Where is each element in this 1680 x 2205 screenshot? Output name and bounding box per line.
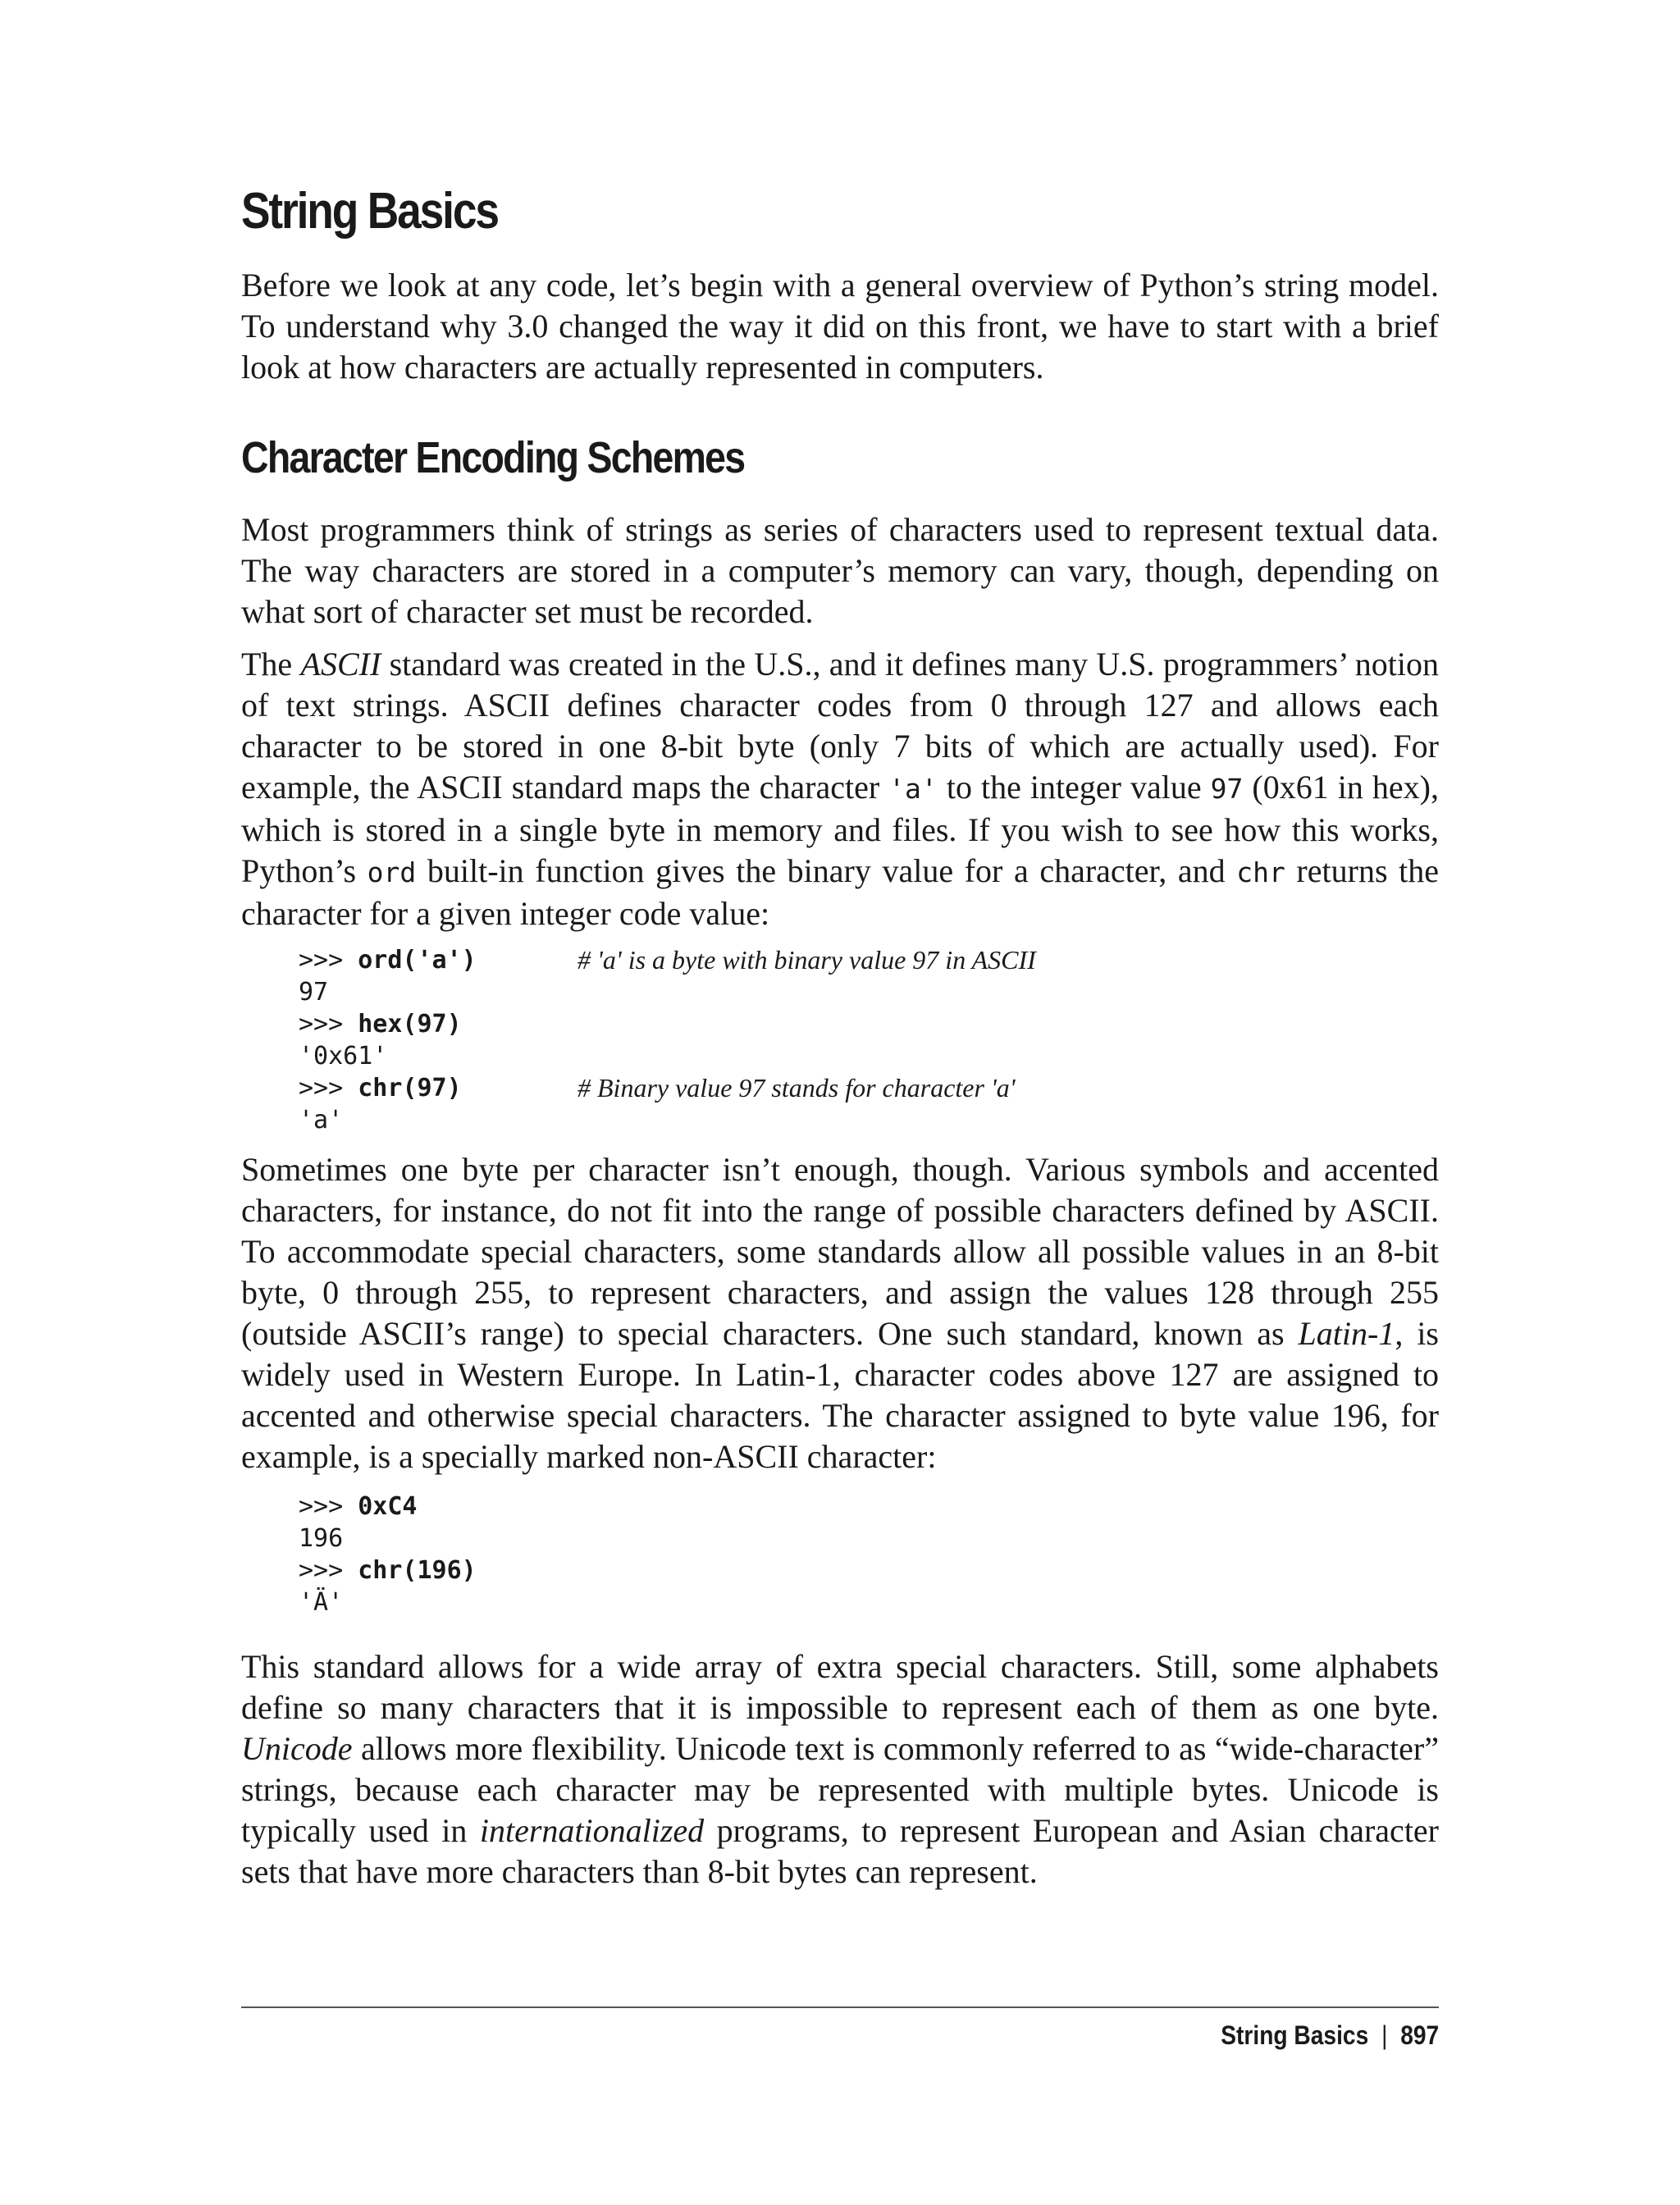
code-comment: # 'a' is a byte with binary value 97 in ASCII: [578, 945, 1036, 975]
code-output: 'a': [299, 1106, 344, 1134]
inline-code: 'a': [888, 773, 938, 805]
code-line: >>> chr(97) # Binary value 97 stands for character 'a': [299, 1073, 1016, 1102]
book-page: [241, 0, 1439, 2205]
running-head: String Basics: [1221, 2020, 1369, 2050]
code-output: 97: [299, 978, 329, 1007]
term-ascii: ASCII: [300, 646, 381, 682]
code-line: >>> chr(196): [299, 1556, 477, 1585]
code-example-1: [299, 944, 1036, 1136]
paragraph-1: Most programmers think of strings as series of characters used to represent textual data. The way characters are stored in a computer’s memory can vary, though, depending on what sort of character set must be recorded.: [241, 511, 1439, 630]
term-unicode: Unicode: [241, 1730, 353, 1767]
subsection-title: Character Encoding Schemes: [241, 433, 745, 482]
code-example-2: [299, 1491, 477, 1618]
inline-code: ord: [367, 856, 417, 888]
paragraph-3: Sometimes one byte per character isn’t enough, though. Various symbols and accented characters, for instance, do not fit into the range of possible characters defined by ASCII. To accommodate special characters, some standards allow all possible values in an 8-bit byte, 0 through 255, to represent characters, and assign the values 128 through 255 (outside ASCII’s range) to special characters. One such standard, known as Latin-1, is widely used in Western Europe. In Latin-1, character codes above 127 are assigned to accented and otherwise special characters. The character assigned to byte value 196, for example, is a specially marked non-ASCII character:: [241, 1151, 1439, 1475]
code-line: >>> hex(97): [299, 1010, 462, 1039]
term-latin1: Latin-1: [1298, 1315, 1395, 1352]
inline-code: chr: [1236, 856, 1285, 888]
paragraph-4: This standard allows for a wide array of extra special characters. Still, some alphabets define so many characters that it is impossible to represent each of them as one byte. Unicode allows more flexibility. Unicode text is commonly referred to as “wide-character” strings, because each character may be represented with multiple bytes. Unicode is typically used in internationalized programs, to represent European and Asian character sets that have more characters than 8-bit bytes can represent.: [241, 1648, 1439, 1890]
page-footer: [1221, 2020, 1439, 2051]
code-comment: # Binary value 97 stands for character 'a': [578, 1073, 1016, 1102]
code-output: '0x61': [299, 1042, 388, 1071]
code-output: 'Ä': [299, 1588, 344, 1617]
footer-divider: [241, 2006, 1439, 2008]
term-internationalized: internationalized: [479, 1812, 705, 1849]
code-line: >>> 0xC4: [299, 1492, 418, 1521]
code-output: 196: [299, 1524, 344, 1553]
inline-code: 97: [1210, 773, 1244, 805]
intro-paragraph: Before we look at any code, let’s begin with a general overview of Python’s string model. To understand why 3.0 changed the way it did on this front, we have to start with a brief look at how characters are actually represented in computers.: [241, 267, 1439, 386]
section-title: String Basics: [241, 183, 498, 240]
footer-separator: |: [1381, 2020, 1388, 2050]
paragraph-2: The ASCII standard was created in the U.S., and it defines many U.S. programmers’ notion of text strings. ASCII defines character codes from 0 through 127 and allows each character to be stored in one 8-bit byte (only 7 bits of which are actually used). For example, the ASCII standard maps the character 'a' to the integer value 97 (0x61 in hex), which is stored in a single byte in memory and files. If you wish to see how this works, Python’s ord built-in function gives the binary value for a character, and chr returns the character for a given integer code value:: [241, 646, 1440, 932]
page-number: 897: [1400, 2020, 1439, 2050]
code-line: >>> ord('a') # 'a' is a byte with binary value 97 in ASCII: [299, 945, 1036, 975]
